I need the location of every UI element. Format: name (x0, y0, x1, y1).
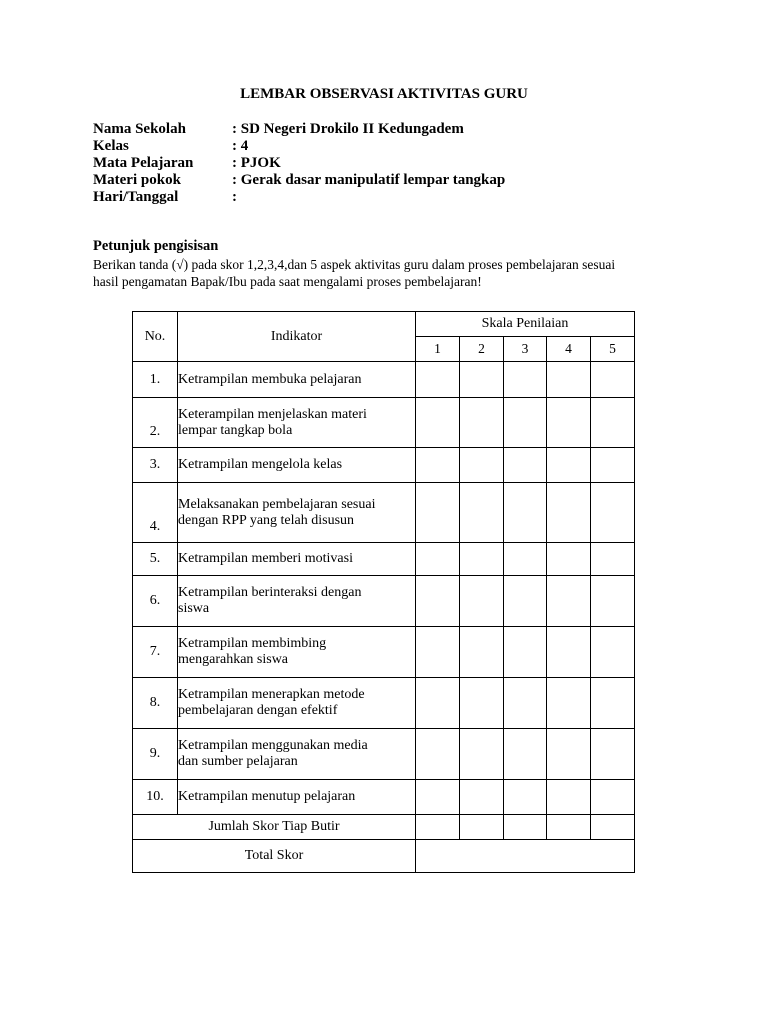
score-cell-1[interactable] (416, 780, 460, 815)
header-no: No. (133, 312, 178, 362)
indicator-line: Ketrampilan memberi motivasi (178, 551, 353, 566)
header-indikator: Indikator (178, 312, 416, 362)
observation-table (132, 311, 635, 873)
score-cell-1[interactable] (416, 576, 460, 627)
score-cell-1[interactable] (416, 678, 460, 729)
score-cell-5[interactable] (591, 780, 635, 815)
jumlah-cell-5[interactable] (591, 815, 635, 840)
indicator-line: dan sumber pelajaran (178, 754, 298, 769)
table-row (133, 448, 635, 483)
row-indicator (178, 543, 416, 576)
score-cell-2[interactable] (460, 780, 504, 815)
score-cell-4[interactable] (547, 780, 591, 815)
score-cell-3[interactable] (504, 398, 547, 448)
score-cell-5[interactable] (591, 576, 635, 627)
score-cell-1[interactable] (416, 362, 460, 398)
score-cell-5[interactable] (591, 543, 635, 576)
total-cell[interactable] (416, 840, 635, 873)
row-indicator (178, 448, 416, 483)
score-cell-4[interactable] (547, 576, 591, 627)
score-cell-5[interactable] (591, 398, 635, 448)
table-row (133, 543, 635, 576)
score-cell-2[interactable] (460, 576, 504, 627)
score-cell-3[interactable] (504, 362, 547, 398)
info-block (93, 121, 505, 206)
indicator-line: Ketrampilan membuka pelajaran (178, 371, 362, 387)
score-cell-5[interactable] (591, 483, 635, 543)
score-cell-1[interactable] (416, 398, 460, 448)
score-cell-3[interactable] (504, 627, 547, 678)
score-cell-3[interactable] (504, 483, 547, 543)
instructions-line: hasil pengamatan Bapak/Ibu pada saat mengalami proses pembelajaran! (93, 274, 482, 289)
score-cell-5[interactable] (591, 729, 635, 780)
jumlah-cell-4[interactable] (547, 815, 591, 840)
score-cell-5[interactable] (591, 362, 635, 398)
score-cell-2[interactable] (460, 678, 504, 729)
jumlah-cell-3[interactable] (504, 815, 547, 840)
indicator-line: Ketrampilan membimbing (178, 636, 327, 651)
score-cell-3[interactable] (504, 678, 547, 729)
table-row (133, 576, 635, 627)
row-number: 10. (133, 780, 178, 815)
score-cell-5[interactable] (591, 448, 635, 483)
row-indicator (178, 398, 416, 448)
total-row (133, 840, 635, 873)
info-row-school (93, 121, 505, 138)
score-cell-4[interactable] (547, 729, 591, 780)
instructions-line: Berikan tanda (√) pada skor 1,2,3,4,dan 5 aspek aktivitas guru dalam proses pembelajaran sesuai (93, 257, 616, 272)
score-cell-3[interactable] (504, 729, 547, 780)
table-row (133, 398, 635, 448)
row-indicator (178, 678, 416, 729)
score-cell-1[interactable] (416, 448, 460, 483)
score-header-5: 5 (591, 337, 635, 362)
score-cell-5[interactable] (591, 678, 635, 729)
score-header-2: 2 (460, 337, 504, 362)
score-cell-5[interactable] (591, 627, 635, 678)
indicator-line: Ketrampilan menutup pelajaran (178, 789, 356, 804)
info-value: : (232, 189, 237, 205)
table-row (133, 678, 635, 729)
score-header-3: 3 (504, 337, 547, 362)
row-indicator (178, 627, 416, 678)
score-cell-1[interactable] (416, 729, 460, 780)
info-row-date (93, 189, 505, 206)
info-label: Hari/Tanggal (93, 189, 179, 205)
score-cell-2[interactable] (460, 448, 504, 483)
info-value: : 4 (232, 138, 249, 154)
jumlah-label: Jumlah Skor Tiap Butir (133, 815, 416, 840)
indicator-line: Ketrampilan menggunakan media (178, 738, 368, 753)
score-cell-4[interactable] (547, 678, 591, 729)
score-cell-3[interactable] (504, 576, 547, 627)
indicator-line: Keterampilan menjelaskan materi (178, 406, 367, 422)
indicator-line: siswa (178, 601, 210, 616)
indicator-line: Ketrampilan menerapkan metode (178, 687, 365, 702)
row-number: 7. (133, 627, 178, 678)
table-row (133, 627, 635, 678)
row-indicator (178, 576, 416, 627)
row-number: 4. (133, 483, 178, 543)
info-row-class (93, 138, 505, 155)
jumlah-cell-1[interactable] (416, 815, 460, 840)
score-cell-2[interactable] (460, 543, 504, 576)
row-indicator (178, 362, 416, 398)
score-cell-2[interactable] (460, 627, 504, 678)
info-label: Mata Pelajaran (93, 155, 194, 171)
score-cell-3[interactable] (504, 780, 547, 815)
score-cell-2[interactable] (460, 362, 504, 398)
jumlah-cell-2[interactable] (460, 815, 504, 840)
info-row-topic (93, 172, 505, 189)
jumlah-row (133, 815, 635, 840)
row-number: 2. (133, 398, 178, 448)
score-cell-2[interactable] (460, 398, 504, 448)
score-cell-1[interactable] (416, 627, 460, 678)
score-cell-1[interactable] (416, 483, 460, 543)
indicator-line: Ketrampilan berinteraksi dengan (178, 585, 362, 600)
header-skala: Skala Penilaian (416, 312, 635, 337)
info-label: Nama Sekolah (93, 121, 186, 137)
score-cell-2[interactable] (460, 483, 504, 543)
instructions-text (93, 256, 693, 290)
score-cell-3[interactable] (504, 448, 547, 483)
score-header-4: 4 (547, 337, 591, 362)
row-number: 1. (133, 362, 178, 398)
score-header-1: 1 (416, 337, 460, 362)
score-cell-4[interactable] (547, 627, 591, 678)
row-number: 8. (133, 678, 178, 729)
table-row (133, 729, 635, 780)
row-number: 3. (133, 448, 178, 483)
info-value: : Gerak dasar manipulatif lempar tangkap (232, 172, 506, 188)
score-cell-4[interactable] (547, 543, 591, 576)
score-cell-1[interactable] (416, 543, 460, 576)
score-cell-2[interactable] (460, 729, 504, 780)
score-cell-4[interactable] (547, 448, 591, 483)
indicator-line: dengan RPP yang telah disusun (178, 512, 355, 528)
row-number: 5. (133, 543, 178, 576)
indicator-line: lempar tangkap bola (178, 422, 293, 438)
info-row-subject (93, 155, 505, 172)
total-label: Total Skor (133, 840, 416, 873)
table-row (133, 362, 635, 398)
info-value: : PJOK (232, 155, 281, 171)
indicator-line: Melaksanakan pembelajaran sesuai (178, 496, 376, 512)
indicator-line: mengarahkan siswa (178, 652, 289, 667)
row-indicator (178, 729, 416, 780)
score-cell-3[interactable] (504, 543, 547, 576)
table-row (133, 780, 635, 815)
row-indicator (178, 780, 416, 815)
indicator-line: Ketrampilan mengelola kelas (178, 457, 343, 472)
indicator-line: pembelajaran dengan efektif (178, 703, 338, 718)
info-label: Kelas (93, 138, 129, 154)
table-header-row (133, 312, 635, 337)
table-row (133, 483, 635, 543)
info-label: Materi pokok (93, 172, 181, 188)
row-number: 9. (133, 729, 178, 780)
score-cell-4[interactable] (547, 362, 591, 398)
row-indicator (178, 483, 416, 543)
instructions-title: Petunjuk pengisisan (93, 238, 219, 254)
score-cell-4[interactable] (547, 398, 591, 448)
page-title: LEMBAR OBSERVASI AKTIVITAS GURU (240, 86, 528, 102)
row-number: 6. (133, 576, 178, 627)
score-cell-4[interactable] (547, 483, 591, 543)
info-value: : SD Negeri Drokilo II Kedungadem (232, 121, 464, 137)
